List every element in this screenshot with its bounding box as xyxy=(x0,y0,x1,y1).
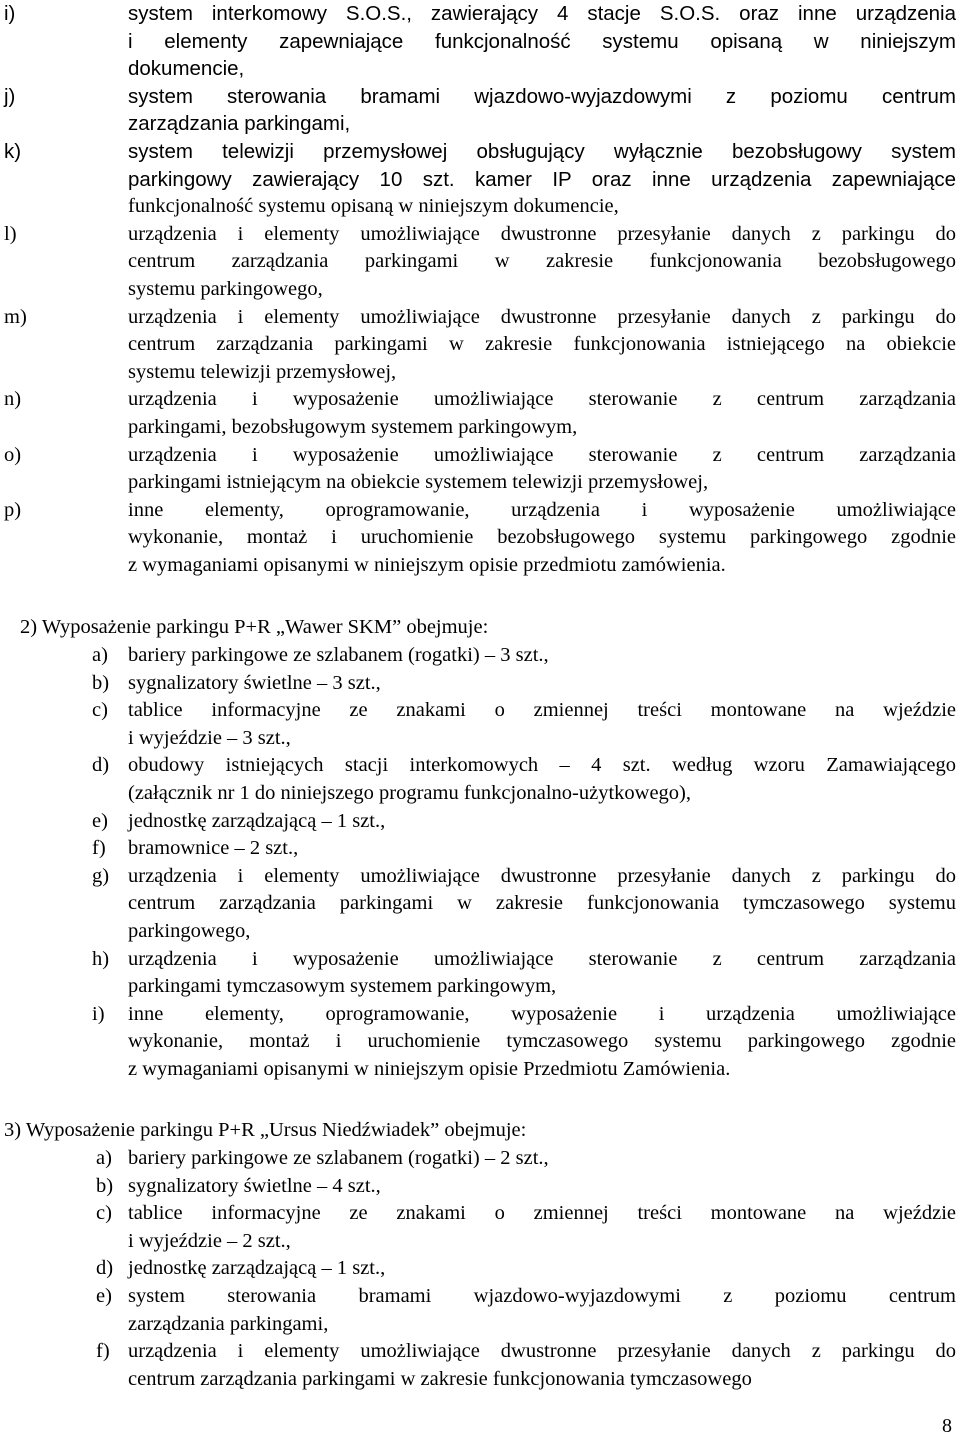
section2-heading: 2) Wyposażenie parkingu P+R „Wawer SKM” obejmuje: xyxy=(20,616,489,638)
text-line: parkingami, bezobsługowym systemem parkingowym, xyxy=(128,415,578,438)
text-line: wykonanie, montaż i uruchomienie bezobsługowego systemu parkingowego zgodnie xyxy=(128,526,956,549)
section3-item xyxy=(0,1173,960,1201)
section3-item xyxy=(0,1200,960,1255)
list-item-label: a) xyxy=(96,1147,112,1169)
section1-item xyxy=(0,221,960,304)
list-item-label: n) xyxy=(4,388,22,411)
text-line: urządzenia i wyposażenie umożliwiające sterowanie z centrum zarządzania xyxy=(128,443,956,466)
section1-item xyxy=(0,138,960,221)
list-item-label: l) xyxy=(4,222,17,245)
text-line: urządzenia i elementy umożliwiające dwustronne przesyłanie danych z parkingu do xyxy=(128,305,956,328)
section1-list xyxy=(0,0,960,579)
section2-item xyxy=(0,863,960,946)
text-line: parkingami tymczasowym systemem parkingowym, xyxy=(128,975,557,998)
text-line: tablice informacyjne ze znakami o zmiennej treści montowane na wjeździe xyxy=(128,1202,956,1225)
list-item-label: f) xyxy=(92,837,106,860)
text-line: i wyjeździe – 3 szt., xyxy=(128,726,291,749)
list-item-label: o) xyxy=(4,443,22,466)
list-item-text xyxy=(128,442,956,497)
list-item-text xyxy=(128,497,956,580)
text-line: zarządzania parkingami, xyxy=(128,1312,329,1335)
section2-item xyxy=(0,835,960,863)
list-item-text xyxy=(128,1001,956,1084)
text-line: z wymaganiami opisanymi w niniejszym opisie Przedmiotu Zamówienia. xyxy=(128,1057,731,1080)
list-item-label: b) xyxy=(96,1174,114,1197)
text-line: centrum zarządzania parkingami w zakresie funkcjonowania tymczasowego xyxy=(128,1367,752,1390)
text-line: bariery parkingowe ze szlabanem (rogatki) – 3 szt., xyxy=(128,644,549,666)
text-line: centrum zarządzania parkingami w zakresie funkcjonowania istniejącego na obiekcie xyxy=(128,333,956,356)
list-item-text xyxy=(128,0,956,83)
text-line: dokumencie, xyxy=(128,57,245,81)
text-line: tablice informacyjne ze znakami o zmiennej treści montowane na wjeździe xyxy=(128,699,956,722)
section3-heading: 3) Wyposażenie parkingu P+R „Ursus Niedźwiadek” obejmuje: xyxy=(4,1119,527,1141)
text-line: system sterowania bramami wjazdowo-wyjazdowymi z poziomu centrum xyxy=(128,84,956,108)
list-item-text xyxy=(128,1255,956,1283)
list-item-text xyxy=(128,221,956,304)
section1-item xyxy=(0,442,960,497)
text-line: systemu parkingowego, xyxy=(128,277,323,300)
section2-item xyxy=(0,752,960,807)
list-item-label: e) xyxy=(96,1284,112,1307)
list-item-label: i) xyxy=(92,1002,105,1025)
list-item-text xyxy=(128,808,956,836)
section3-item xyxy=(0,1145,960,1173)
section3-item xyxy=(0,1283,960,1338)
text-line: system sterowania bramami wjazdowo-wyjazdowymi z poziomu centrum xyxy=(128,1284,956,1307)
list-item-text xyxy=(128,83,956,138)
text-line: urządzenia i elementy umożliwiające dwustronne przesyłanie danych z parkingu do xyxy=(128,864,956,887)
text-line: bariery parkingowe ze szlabanem (rogatki) – 2 szt., xyxy=(128,1147,549,1169)
text-line: i elementy zapewniające funkcjonalność systemu opisaną w niniejszym xyxy=(128,29,956,53)
list-item-text xyxy=(128,697,956,752)
list-item-label: a) xyxy=(92,644,108,666)
list-item-text xyxy=(128,642,956,670)
text-line: funkcjonalność systemu opisaną w niniejszym dokumencie, xyxy=(128,195,619,218)
section2-list xyxy=(0,642,960,1084)
section2-item xyxy=(0,697,960,752)
text-line: centrum zarządzania parkingami w zakresie funkcjonowania tymczasowego systemu xyxy=(128,892,956,915)
text-line: (załącznik nr 1 do niniejszego programu funkcjonalno-użytkowego), xyxy=(128,781,691,804)
section3-list xyxy=(0,1145,960,1393)
list-item-label: g) xyxy=(92,864,110,887)
list-item-label: c) xyxy=(92,699,108,722)
text-line: system interkomowy S.O.S., zawierający 4 stacje S.O.S. oraz inne urządzenia xyxy=(128,2,956,25)
text-line: urządzenia i elementy umożliwiające dwustronne przesyłanie danych z parkingu do xyxy=(128,1340,956,1363)
list-item-label: k) xyxy=(4,139,22,163)
list-item-label: c) xyxy=(96,1202,112,1225)
text-line: zarządzania parkingami, xyxy=(128,112,351,136)
list-item-text xyxy=(128,670,956,698)
section1-item xyxy=(0,497,960,580)
list-item-text xyxy=(128,138,956,221)
list-item-text xyxy=(128,752,956,807)
text-line: urządzenia i wyposażenie umożliwiające sterowanie z centrum zarządzania xyxy=(128,947,956,970)
text-line: wykonanie, montaż i uruchomienie tymczasowego systemu parkingowego zgodnie xyxy=(128,1030,956,1053)
text-line: obudowy istniejących stacji interkomowych – 4 szt. według wzoru Zamawiającego xyxy=(128,754,956,777)
text-line: parkingowy zawierający 10 szt. kamer IP oraz inne urządzenia zapewniające xyxy=(128,167,956,191)
list-item-label: m) xyxy=(4,305,27,328)
list-item-text xyxy=(128,835,956,863)
text-line: parkingowego, xyxy=(128,919,251,942)
section3-item xyxy=(0,1338,960,1393)
text-line: systemu telewizji przemysłowej, xyxy=(128,360,397,383)
list-item-text xyxy=(128,1338,956,1393)
text-line: parkingami istniejącym na obiekcie systemem telewizji przemysłowej, xyxy=(128,471,709,494)
text-line: centrum zarządzania parkingami w zakresie funkcjonowania bezobsługowego xyxy=(128,250,956,273)
section2-item xyxy=(0,808,960,836)
list-item-text xyxy=(128,1200,956,1255)
list-item-text xyxy=(128,1283,956,1338)
list-item-label: e) xyxy=(92,809,108,832)
section2-item xyxy=(0,1001,960,1084)
text-line: urządzenia i wyposażenie umożliwiające sterowanie z centrum zarządzania xyxy=(128,388,956,411)
section1-item xyxy=(0,0,960,83)
list-item-label: p) xyxy=(4,498,22,521)
list-item-label: h) xyxy=(92,947,110,970)
page-number: 8 xyxy=(942,1415,952,1437)
list-item-text xyxy=(128,946,956,1001)
text-line: jednostkę zarządzającą – 1 szt., xyxy=(128,809,386,832)
list-item-text xyxy=(128,863,956,946)
list-item-text xyxy=(128,1173,956,1201)
section3-item xyxy=(0,1255,960,1283)
text-line: inne elementy, oprogramowanie, wyposażenie i urządzenia umożliwiające xyxy=(128,1002,956,1025)
list-item-label: j) xyxy=(4,84,16,108)
text-line: sygnalizatory świetlne – 3 szt., xyxy=(128,671,381,694)
list-item-text xyxy=(128,304,956,387)
text-line: sygnalizatory świetlne – 4 szt., xyxy=(128,1174,381,1197)
text-line: i wyjeździe – 2 szt., xyxy=(128,1229,291,1252)
list-item-label: i) xyxy=(4,2,16,25)
list-item-text xyxy=(128,1145,956,1173)
list-item-label: f) xyxy=(96,1340,110,1363)
text-line: bramownice – 2 szt., xyxy=(128,837,299,860)
list-item-label: b) xyxy=(92,671,110,694)
section1-item xyxy=(0,83,960,138)
text-line: jednostkę zarządzającą – 1 szt., xyxy=(128,1257,386,1280)
section2-item xyxy=(0,670,960,698)
list-item-label: d) xyxy=(96,1257,114,1280)
text-line: urządzenia i elementy umożliwiające dwustronne przesyłanie danych z parkingu do xyxy=(128,222,956,245)
text-line: system telewizji przemysłowej obsługujący wyłącznie bezobsługowy system xyxy=(128,139,956,163)
text-line: inne elementy, oprogramowanie, urządzenia i wyposażenie umożliwiające xyxy=(128,498,956,521)
section2-item xyxy=(0,946,960,1001)
list-item-text xyxy=(128,386,956,441)
section1-item xyxy=(0,386,960,441)
list-item-label: d) xyxy=(92,754,110,777)
section2-item xyxy=(0,642,960,670)
text-line: z wymaganiami opisanymi w niniejszym opisie przedmiotu zamówienia. xyxy=(128,553,726,576)
section1-item xyxy=(0,304,960,387)
